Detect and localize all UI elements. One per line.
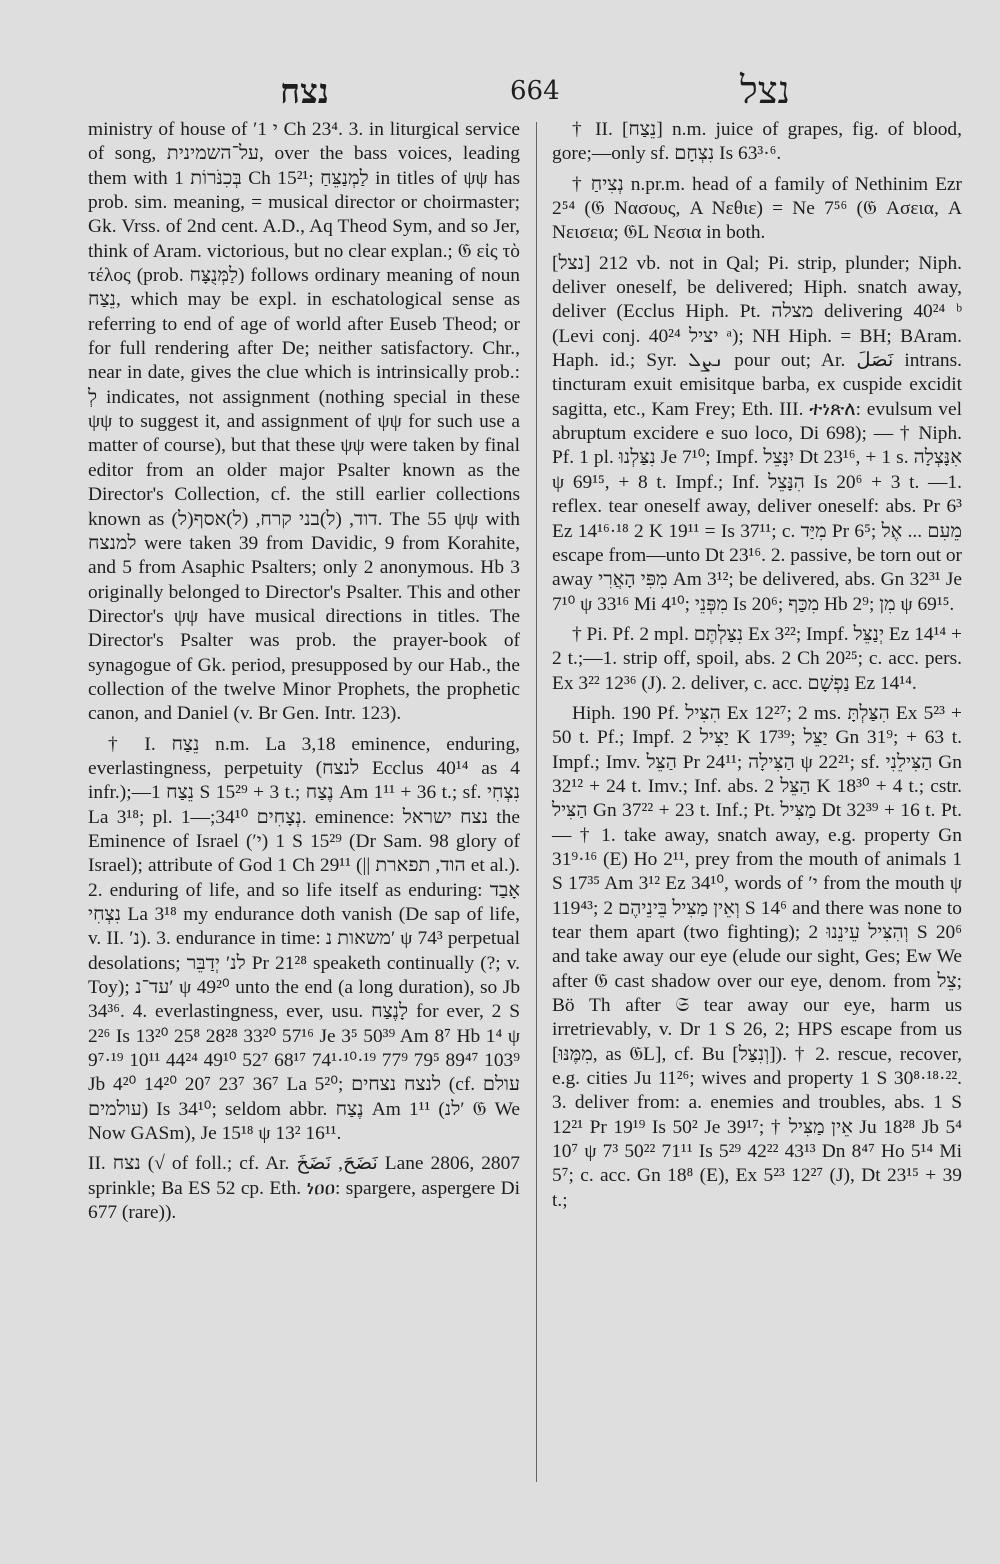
entry-paragraph: † I. נֵצַח n.m. La 3,18 eminence, enduring, everlastingness, perpetuity (לנצח Ecclus 40¹⁴ as 4 infr.);—נֵצַח 1 S 15²⁹ + 3 t.; נֶצַח Am 1¹¹ + 36 t.; sf. נִצְחִי La 3¹⁸; pl. נְצָחִים 34¹⁰;—1. eminence: נצח ישראל the Eminence of Israel (′י) 1 S 15²⁹ (Dr Sam. 98 glory of Israel); attribute of God 1 Ch 29¹¹ (|| הוד, תפארת et al.). 2. enduring of life, and so life itself as enduring: אָבַד נִצְחִי La 3¹⁸ my endurance doth vanish (De sap of life, v. II. ′נ). 3. endurance in time: משאות נ′ ψ 74³ perpetual desolations; לנ′ יְדַבֵּר Pr 21²⁸ speaketh continually (?; v. Toy); עד־נ′ ψ 49²⁰ unto the end (a long duration), so Jb 34³⁶. 4. everlastingness, ever, usu. לָנֶצַח for ever, 2 S 2²⁶ Is 13²⁰ 25⁸ 28²⁸ 33²⁰ 57¹⁶ Je 3⁵ 50³⁹ Am 8⁷ Hb 1⁴ ψ 9⁷·¹⁹ 10¹¹ 44²⁴ 49¹⁰ 52⁷ 68¹⁷ 74¹·¹⁰·¹⁹ 77⁹ 79⁵ 89⁴⁷ 103⁹ Jb 4²⁰ 14²⁰ 20⁷ 23⁷ 36⁷ La 5²⁰; לנצח נצחים (cf. עולם עולמים) Is 34¹⁰; seldom abbr. נֶצַח Am 1¹¹ (לנ′ 𝔊 We Now GASm), Je 15¹⁸ ψ 13² 16¹¹. xyxy=(88,733,521,1145)
left-column xyxy=(88,118,520,1231)
right-running-head: נצל xyxy=(740,68,791,112)
entry-paragraph: † נְצִיחַ n.pr.m. head of a family of Nethinim Ezr 2⁵⁴ (𝔊 Νασους, A Νεθιε) = Ne 7⁵⁶ (𝔊 Ασεια, A Νεισεια; 𝔊L Νεσια in both. xyxy=(552,173,962,244)
entry-paragraph: † II. [נֵצַח] n.m. juice of grapes, fig. of blood, gore;—only sf. נִצְחָם Is 63³·⁶. xyxy=(552,119,962,165)
entry-paragraph: ministry of house of ′י 1 Ch 23⁴. 3. in liturgical service of song, על־השמינית, over the bass voices, leading them with בְּכִנֹּרוֹת 1 Ch 15²¹; לַמְנַצֵּחַ in titles of ψψ has prob. sim. meaning, = musical director or choirmaster; Gk. Vrss. of 2nd cent. A.D., Aq Theod Sym, and so Jer, think of Aram. victorious, but no clear explan.; 𝔊 εἰς τὸ τέλος (prob. לַמְּנֻצָּח) follows ordinary meaning of noun נֵצַח, which may be expl. in eschatological sense as referring to end of age of world after Euseb Theod; or for full rendering after De; neither satisfactory. Chr., near in date, gives the clue which is intrinsically prob.: לְ indicates, not assignment (nothing special in these ψψ to suggest it, and assignment of ψψ for such use a matter of course), but that these ψψ were taken by final editor from an older major Psalter known as the Director's Collection, cf. the still earlier collections known as (ל)דוד, (ל)בני קרח, (ל)אסף. The 55 ψψ with למנצח were taken 39 from Davidic, 9 from Korahite, and 5 from Asaphic Psalters; only 2 anonymous. Hb 3 originally belonged to Director's Psalter. This and other Director's ψψ have musical directions in titles. The Director's Psalter was prob. the prayer-book of synagogue of Gk. period, presupposed by our Hab., the collection of the twelve Minor Prophets, the prophetic canon, and Daniel (v. Br Gen. Intr. 123). xyxy=(88,119,521,725)
entry-paragraph: II. נצח (√ of foll.; cf. Ar. نَضَحَ, نَضَخَ Lane 2806, 2807 sprinkle; Ba ES 52 cp. Eth. ነዐዐ: spargere, aspergere Di 677 (rare)). xyxy=(88,1153,520,1224)
entry-paragraph: † Pi. Pf. 2 mpl. נִצַּלְתֶּם Ex 3²²; Impf. יְנַצֵּל Ez 14¹⁴ + 2 t.;—1. strip off, spoil, abs. 2 Ch 20²⁵; c. acc. pers. Ex 3²² 12³⁶ (J). 2. deliver, c. acc. נַפְשָׁם Ez 14¹⁴. xyxy=(552,623,962,694)
page-number: 664 xyxy=(510,76,560,106)
right-column xyxy=(552,118,962,1219)
column-divider xyxy=(536,122,537,1482)
page-header xyxy=(0,62,1000,112)
entry-paragraph: [נצל] 212 vb. not in Qal; Pi. strip, plunder; Niph. deliver oneself, be delivered; Hiph. snatch away, deliver (Ecclus Hiph. Pt. מצלה delivering 40²⁴ ᵇ (Levi conj. יציל 40²⁴ ᵃ); NH Hiph. = BH; BAram. Haph. id.; Syr. ܢܨܠ pour out; Ar. نَصَلَ intrans. tincturam exuit emisitque barba, ex cuspide excidit sagitta, etc., Kam Frey; Eth. III. ተነጽለ: evulsum vel abruptum excidere e suo loco, Di 698); — † Niph. Pf. 1 pl. נִצַּלְנוּ Je 7¹⁰; Impf. יִנָּצֵל Dt 23¹⁶, + 1 s. אִנָּצְלָה ψ 69¹⁵, + 8 t. Impf.; Inf. הִנָּצֵל Is 20⁶ + 3 t. —1. reflex. tear oneself away, deliver oneself: abs. Pr 6³ Ez 14¹⁶·¹⁸ 2 K 19¹¹ = Is 37¹¹; c. מִיַּד Pr 6⁵; מֵעִם ... אֶל escape from—unto Dt 23¹⁶. 2. passive, be torn out or away מִפִּי הָאֲרִי Am 3¹²; be delivered, abs. Gn 32³¹ Je 7¹⁰ ψ 33¹⁶ Mi 4¹⁰; מִפְּנֵי Is 20⁶; מִכַּף Hb 2⁹; מִן ψ 69¹⁵. xyxy=(552,252,962,615)
entry-paragraph: Hiph. 190 Pf. הִצִּיל Ex 12²⁷; 2 ms. הִצַּלְתָּ Ex 5²³ + 50 t. Pf.; Impf. יַצִּיל 2 K 17³⁹; יַצֵּל Gn 31⁹; + 63 t. Impf.; Imv. הַצֵּל Pr 24¹¹; הַצִּילָה ψ 22²¹; sf. הַצִּילֵנִי Gn 32¹² + 24 t. Imv.; Inf. abs. הַצֵּל 2 K 18³⁰ + 4 t.; cstr. הַצִּיל Gn 37²² + 23 t. Inf.; Pt. מַצִּיל Dt 32³⁹ + 16 t. Pt. — † 1. take away, snatch away, e.g. property Gn 31⁹·¹⁶ (E) Ho 2¹¹, prey from the mouth of animals 1 S 17³⁵ Am 3¹² Ez 34¹⁰, words of ′י from the mouth ψ 119⁴³; וְאֵין מַצִּיל בֵּינֵיהֶם 2 S 14⁶ and there was none to tear them apart (two fighting); וְהִצִּיל עֵינֵנוּ 2 S 20⁶ and take away our eye (elude our sight, Ges; Ew We after 𝔊 cast shadow over our eye, denom. from צֵל; Bö Th after 𝔖 tear away our eye, harm us irretrievably, v. Dr 1 S 26, 2; HPS escape from us [מִמֶּנּוּ, as 𝔊L], cf. Bu [וְנִצַּל]). † 2. rescue, recover, e.g. cities Ju 11²⁶; wives and property 1 S 30⁸·¹⁸·²². 3. deliver from: a. enemies and troubles, abs. 1 S 12²¹ Pr 19¹⁹ Is 50² Je 39¹⁷; † אֵין מַצִּיל Ju 18²⁸ Jb 5⁴ 10⁷ ψ 7³ 50²² 71¹¹ Is 5²⁹ 42²² 43¹³ Dn 8⁴⁷ Ho 5¹⁴ Mi 5⁷; c. acc. Gn 18⁸ (E), Ex 5²³ 12²⁷ (J), Dt 23¹⁵ + 39 t.; xyxy=(552,702,963,1211)
left-running-head: נצח xyxy=(280,72,329,112)
